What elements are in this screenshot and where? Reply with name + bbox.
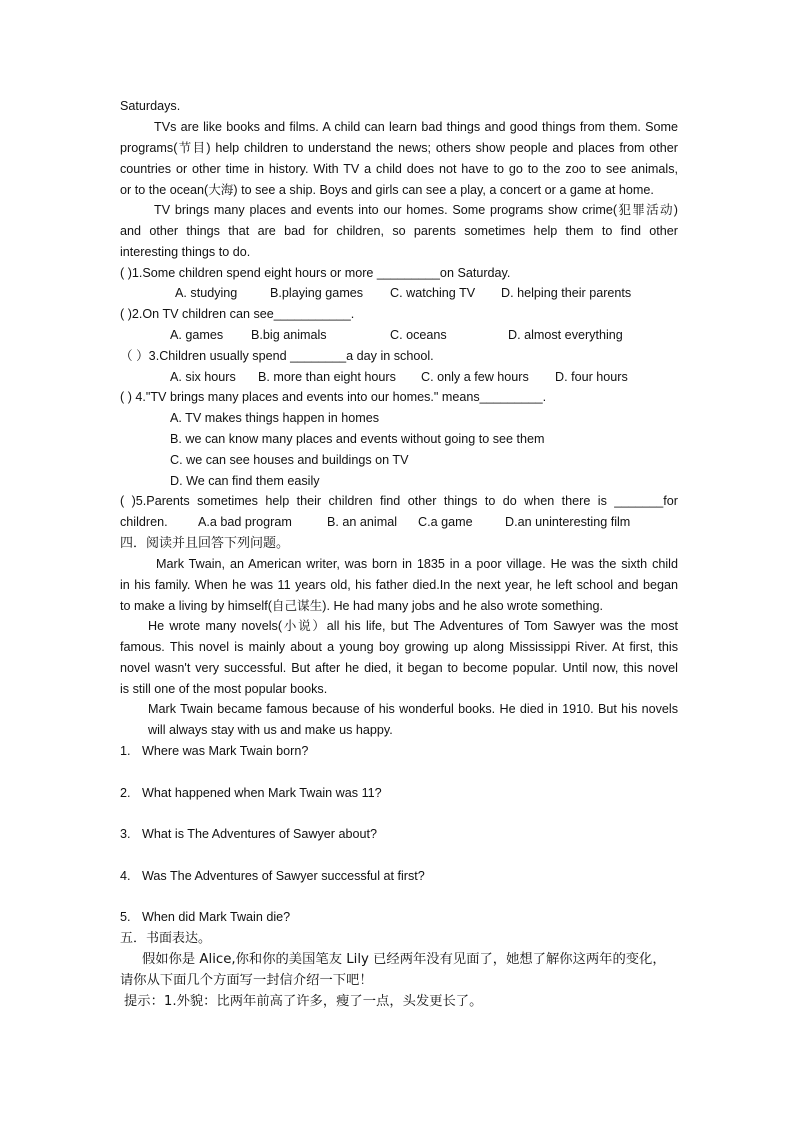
option: B. an animal [327,515,398,529]
section-heading: 四．阅读并且回答下列问题。 [120,536,290,551]
passage-line: is still one of the most popular books. [120,682,328,696]
question-text: What happened when Mark Twain was 11? [142,786,382,800]
passage-line: TVs are like books and films. A child can learn bad things and good things from them. Some [154,120,678,134]
passage-line: interesting things to do. [120,245,251,259]
question-number: 2. [120,786,131,800]
option: D. We can find them easily [170,474,320,488]
passage-line: Saturdays. [120,99,181,113]
passage-line: He wrote many novels(小说）all his life, but The Adventures of Tom Sawyer was the most [148,619,678,633]
option: D. almost everything [508,328,623,342]
option: C. only a few hours [421,370,529,384]
question-stem: （ ）3.Children usually spend ________a day in school. [120,349,434,363]
passage-line: and other things that are bad for children, so parents sometimes help them to find other [120,224,678,238]
passage-line: in his family. When he was 11 years old, his father died.In the next year, he left school and began [120,578,678,592]
question-text: What is The Adventures of Sawyer about? [142,827,377,841]
option: A. TV makes things happen in homes [170,411,380,425]
passage-line: TV brings many places and events into our homes. Some programs show crime(犯罪活动) [154,203,678,217]
option: B.big animals [251,328,327,342]
option: B. more than eight hours [258,370,396,384]
question-number: 4. [120,869,131,883]
passage-line: or to the ocean(大海) to see a ship. Boys and girls can see a play, a concert or a game at home. [120,183,654,197]
option: D.an uninteresting film [505,515,631,529]
passage-line: programs(节目) help children to understand the news; others show people and places from other [120,141,678,155]
option: A. games [170,328,224,342]
prompt-line: 假如你是 Alice,你和你的美国笔友 Lily 已经两年没有见面了，她想了解你这两年的变化， [142,952,666,967]
option: C. watching TV [390,286,476,300]
question-text: Where was Mark Twain born? [142,744,309,758]
option: C. we can see houses and buildings on TV [170,453,409,467]
option: A. six hours [170,370,236,384]
option: C. oceans [390,328,447,342]
passage-line: novel wasn't very successful. But after he died, it began to become popular. Until now, this novel [120,661,678,675]
passage-line: to make a living by himself(自己谋生). He had many jobs and he also wrote something. [120,599,603,613]
question-number: 5. [120,910,131,924]
question-stem: ( )5.Parents sometimes help their children find other things to do when there is _______for [120,494,678,508]
hint-line: 提示：1.外貌：比两年前高了许多，瘦了一点，头发更长了。 [124,994,483,1009]
question-text: When did Mark Twain die? [142,910,291,924]
option: D. four hours [555,370,628,384]
passage-line: countries or other time in history. With TV a child does not have to go to the zoo to see animals, [120,162,678,176]
question-text: Was The Adventures of Sawyer successful at first? [142,869,425,883]
passage-line: Mark Twain became famous because of his wonderful books. He died in 1910. But his novels [148,702,678,716]
question-number: 1. [120,744,131,758]
option: A.a bad program [198,515,292,529]
question-stem: ( )1.Some children spend eight hours or more _________on Saturday. [120,266,511,280]
question-stem: ( ) 4."TV brings many places and events into our homes." means_________. [120,390,547,404]
option: C.a game [418,515,473,529]
option: D. helping their parents [501,286,632,300]
option: B.playing games [270,286,364,300]
question-stem-continued: children. [120,515,168,529]
option: B. we can know many places and events without going to see them [170,432,545,446]
question-number: 3. [120,827,131,841]
section-heading: 五．书面表达。 [120,931,212,946]
question-stem: ( )2.On TV children can see___________. [120,307,355,321]
passage-line: famous. This novel is mainly about a young boy growing up along Mississippi River. At first, this [120,640,678,654]
passage-line: will always stay with us and make us happy. [148,723,393,737]
option: A. studying [175,286,238,300]
passage-line: Mark Twain, an American writer, was born in 1835 in a poor village. He was the sixth child [156,557,678,571]
prompt-line: 请你从下面几个方面写一封信介绍一下吧！ [120,973,373,988]
